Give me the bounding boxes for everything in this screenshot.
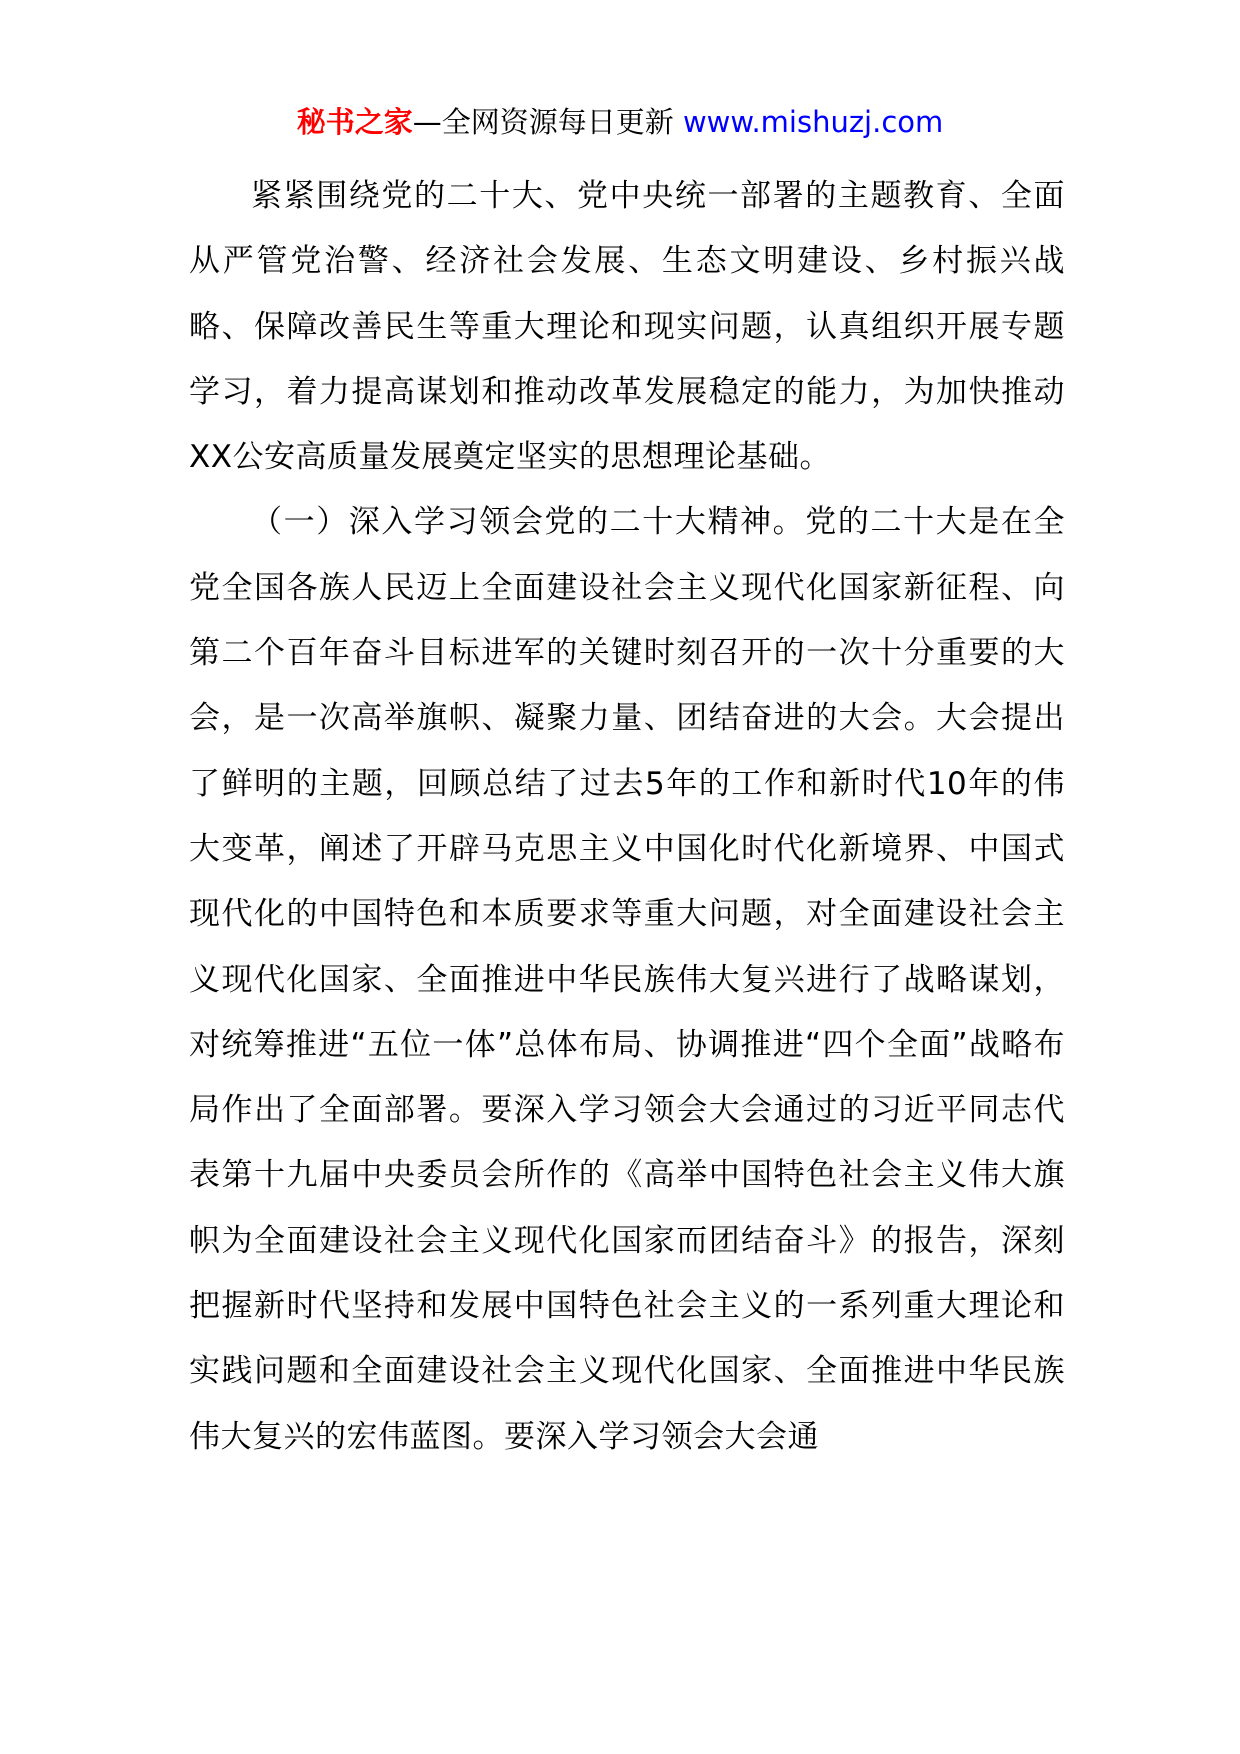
paragraph-section-1: （一）深入学习领会党的二十大精神。党的二十大是在全党全国各族人民迈上全面建设社会主义现代化国家新征程、向第二个百年奋斗目标进军的关键时刻召开的一次十分重要的大会，是一次高举旗帜、凝聚力量、团结奋进的大会。大会提出了鲜明的主题，回顾总结了过去5年的工作和新时代10年的伟大变革，阐述了开辟马克思主义中国化时代化新境界、中国式现代化的中国特色和本质要求等重大问题，对全面建设社会主义现代化国家、全面推进中华民族伟大复兴进行了战略谋划，对统筹推进“五位一体”总体布局、协调推进“四个全面”战略布局作出了全面部署。要深入学习领会大会通过的习近平同志代表第十九届中央委员会所作的《高举中国特色社会主义伟大旗帜为全面建设社会主义现代化国家而团结奋斗》的报告，深刻把握新时代坚持和发展中国特色社会主义的一系列重大理论和实践问题和全面建设社会主义现代化国家、全面推进中华民族伟大复兴的宏伟蓝图。要深入学习领会大会通 — [189, 504, 1065, 1455]
site-tagline: —全网资源每日更新 — [412, 105, 683, 139]
paragraph-intro: 紧紧围绕党的二十大、党中央统一部署的主题教育、全面从严管党治警、经济社会发展、生态文明建设、乡村振兴战略、保障改善民生等重大理论和现实问题，认真组织开展专题学习，着力提高谋划和推动改革发展稳定的能力，为加快推动XX公安高质量发展奠定坚实的思想理论基础。 — [189, 178, 1065, 476]
page-header — [0, 102, 1240, 142]
site-brand: 秘书之家 — [296, 105, 413, 139]
document-body — [189, 164, 1065, 1470]
site-url-link[interactable]: www.mishuzj.com — [682, 105, 944, 139]
